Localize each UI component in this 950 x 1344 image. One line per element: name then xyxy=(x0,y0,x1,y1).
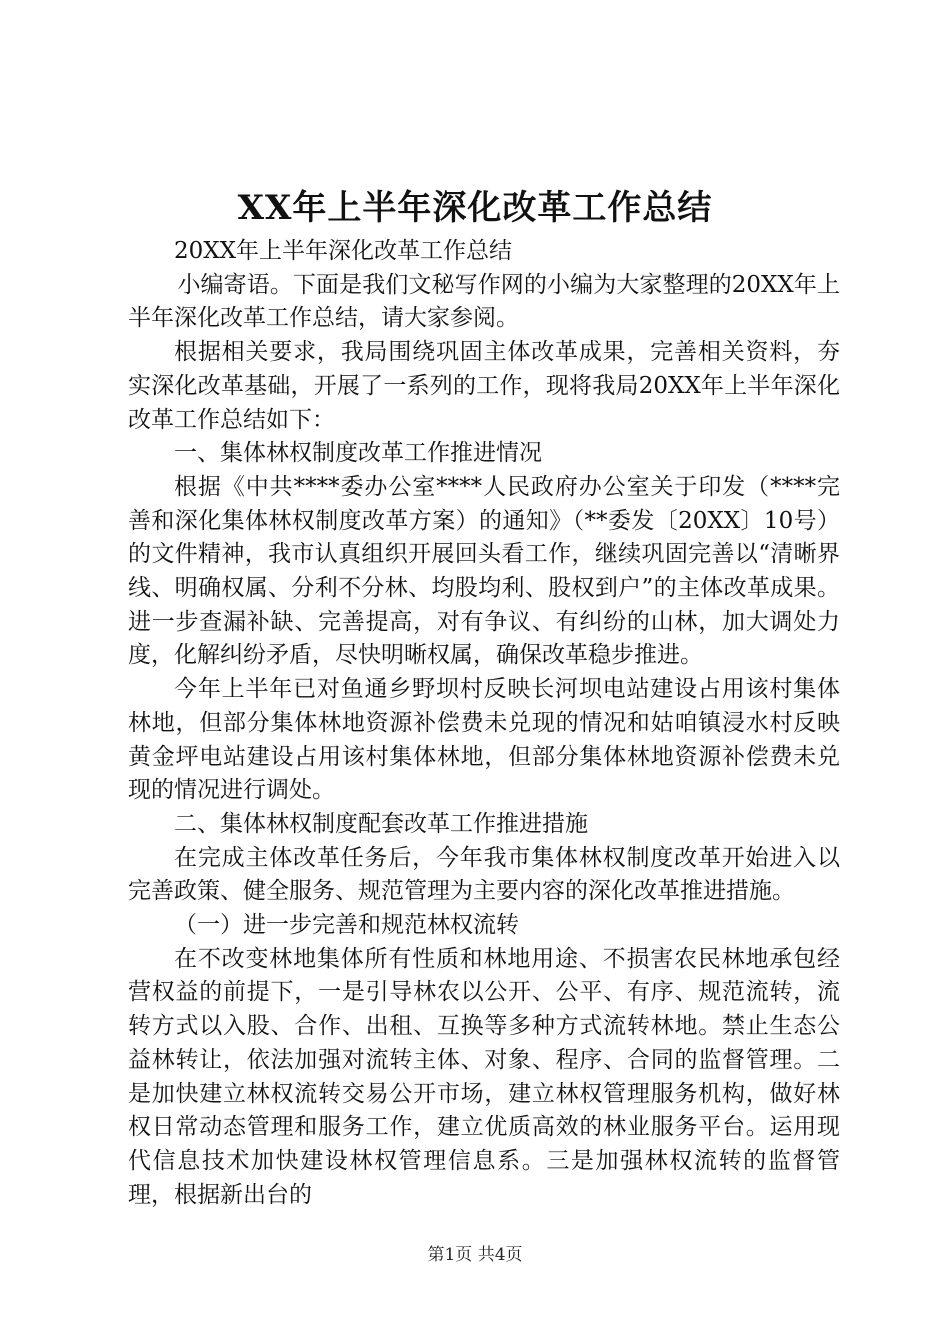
document-title: XX年上半年深化改革工作总结 xyxy=(237,188,713,228)
section-heading: 一、集体林权制度改革工作推进情况 xyxy=(174,440,542,467)
paragraph: 今年上半年已对鱼通乡野坝村反映长河坝电站建设占用该村集体林地，但部分集体林地资源补偿费未兑现的情况和姑咱镇浸水村反映黄金坪电站建设占用该村集体林地，但部分集体林地资源补偿费未兑现的情况进行调处。 xyxy=(128,676,840,804)
paragraph: 根据相关要求，我局围绕巩固主体改革成果，完善相关资料，夯实深化改革基础，开展了一系列的工作，现将我局20XX年上半年深化改革工作总结如下： xyxy=(128,339,840,433)
page-number-footer: 第1页 共4页 xyxy=(427,1245,523,1265)
paragraph: 在不改变林地集体所有性质和林地用途、不损害农民林地承包经营权益的前提下，一是引导林农以公开、公平、有序、规范流转，流转方式以入股、合作、出租、互换等多种方式流转林地。禁止生态公益林转让，依法加强对流转主体、对象、程序、合同的监督管理。二是加快建立林权流转交易公开市场，建立林权管理服务机构，做好林权日常动态管理和服务工作，建立优质高效的林业服务平台。运用现代信息技术加快建设林权管理信息系。三是加强林权流转的监督管理，根据新出台的 xyxy=(128,945,840,1208)
section-heading: 二、集体林权制度配套改革工作推进措施 xyxy=(174,810,588,837)
paragraph: 根据《中共****委办公室****人民政府办公室关于印发（****完善和深化集体林权制度改革方案）的通知》（**委发〔20XX〕10号）的文件精神，我市认真组织开展回头看工作，继续巩固完善以“清晰界线、明确权属、分利不分林、均股均利、股权到户”的主体改革成果。进一步查漏补缺、完善提高，对有争议、有纠纷的山林，加大调处力度，化解纠纷矛盾，尽快明晰权属，确保改革稳步推进。 xyxy=(128,473,840,669)
paragraph: 在完成主体改革任务后，今年我市集体林权制度改革开始进入以完善政策、健全服务、规范管理为主要内容的深化改革推进措施。 xyxy=(128,844,840,905)
paragraph: 小编寄语。下面是我们文秘写作网的小编为大家整理的20XX年上半年深化改革工作总结，请大家参阅。 xyxy=(128,271,840,332)
document-body xyxy=(128,235,840,1212)
subsection-heading: （一）进一步完善和规范林权流转 xyxy=(174,912,519,939)
paragraph: 20XX年上半年深化改革工作总结 xyxy=(174,238,513,264)
